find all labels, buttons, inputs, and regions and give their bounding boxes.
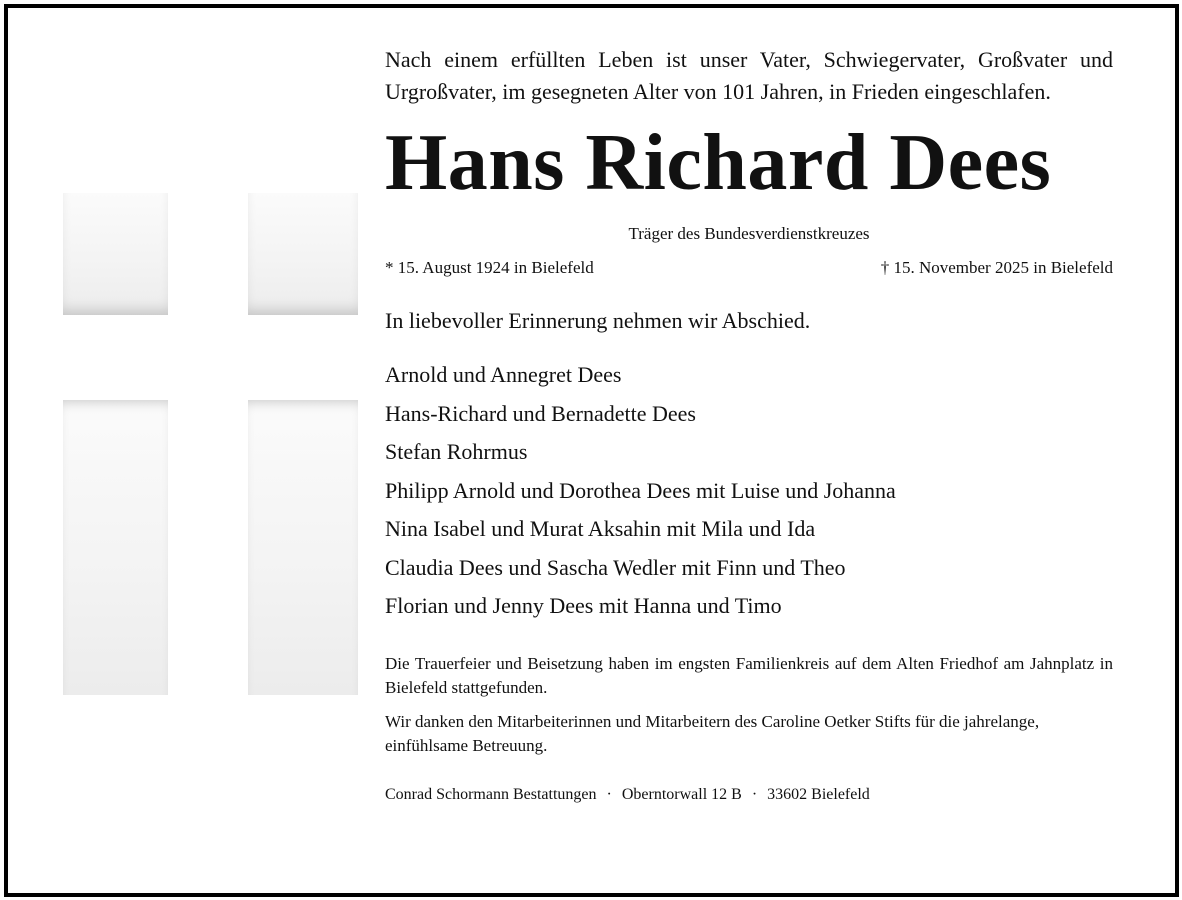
- funeral-home-name: Conrad Schormann Bestattungen: [385, 785, 597, 803]
- list-item: Arnold und Annegret Dees: [385, 362, 622, 387]
- intro-text: Nach einem erfüllten Leben ist unser Vater, Schwiegervater, Großvater und Urgroßvater, im gesegneten Alter von 101 Jahren, in Frieden eingeschlafen.: [385, 47, 1113, 104]
- family-list: [385, 356, 1113, 626]
- cross-icon: [63, 193, 363, 693]
- separator: ·: [606, 785, 612, 803]
- honor-line: Träger des Bundesverdienstkreuzes: [628, 224, 870, 243]
- cross-block-bottom-left: [63, 400, 168, 695]
- service-text: Die Trauerfeier und Beisetzung haben im engsten Familienkreis auf dem Alten Friedhof am Jahnplatz in Bielefeld stattgefunden.: [385, 653, 1113, 697]
- funeral-home-street: Oberntorwall 12 B: [621, 785, 742, 803]
- thanks-text: Wir danken den Mitarbeiterinnen und Mitarbeitern des Caroline Oetker Stifts für die jahrelange, einfühlsame Betreuung.: [385, 711, 1040, 755]
- list-item: Stefan Rohrmus: [385, 439, 528, 464]
- list-item: Claudia Dees und Sascha Wedler mit Finn und Theo: [385, 554, 846, 580]
- list-item: Philipp Arnold und Dorothea Dees mit Luise und Johanna: [385, 477, 896, 503]
- cross-block-top-right: [248, 193, 358, 315]
- cross-block-top-left: [63, 193, 168, 315]
- list-item: Florian und Jenny Dees mit Hanna und Timo: [385, 593, 782, 618]
- death-date: † 15. November 2025 in Bielefeld: [880, 258, 1113, 277]
- cross-block-bottom-right: [248, 400, 358, 695]
- farewell-text: In liebevoller Erinnerung nehmen wir Abschied.: [385, 308, 811, 333]
- separator: ·: [751, 785, 758, 803]
- funeral-home-footer: [385, 786, 1113, 804]
- funeral-home-city: 33602 Bielefeld: [767, 785, 870, 803]
- notice-content: [385, 44, 1113, 804]
- birth-date: * 15. August 1924 in Bielefeld: [385, 258, 594, 277]
- list-item: Nina Isabel und Murat Aksahin mit Mila und Ida: [385, 516, 816, 541]
- deceased-name: Hans Richard Dees: [385, 119, 1052, 207]
- life-dates: [385, 258, 1113, 278]
- list-item: Hans-Richard und Bernadette Dees: [385, 400, 696, 426]
